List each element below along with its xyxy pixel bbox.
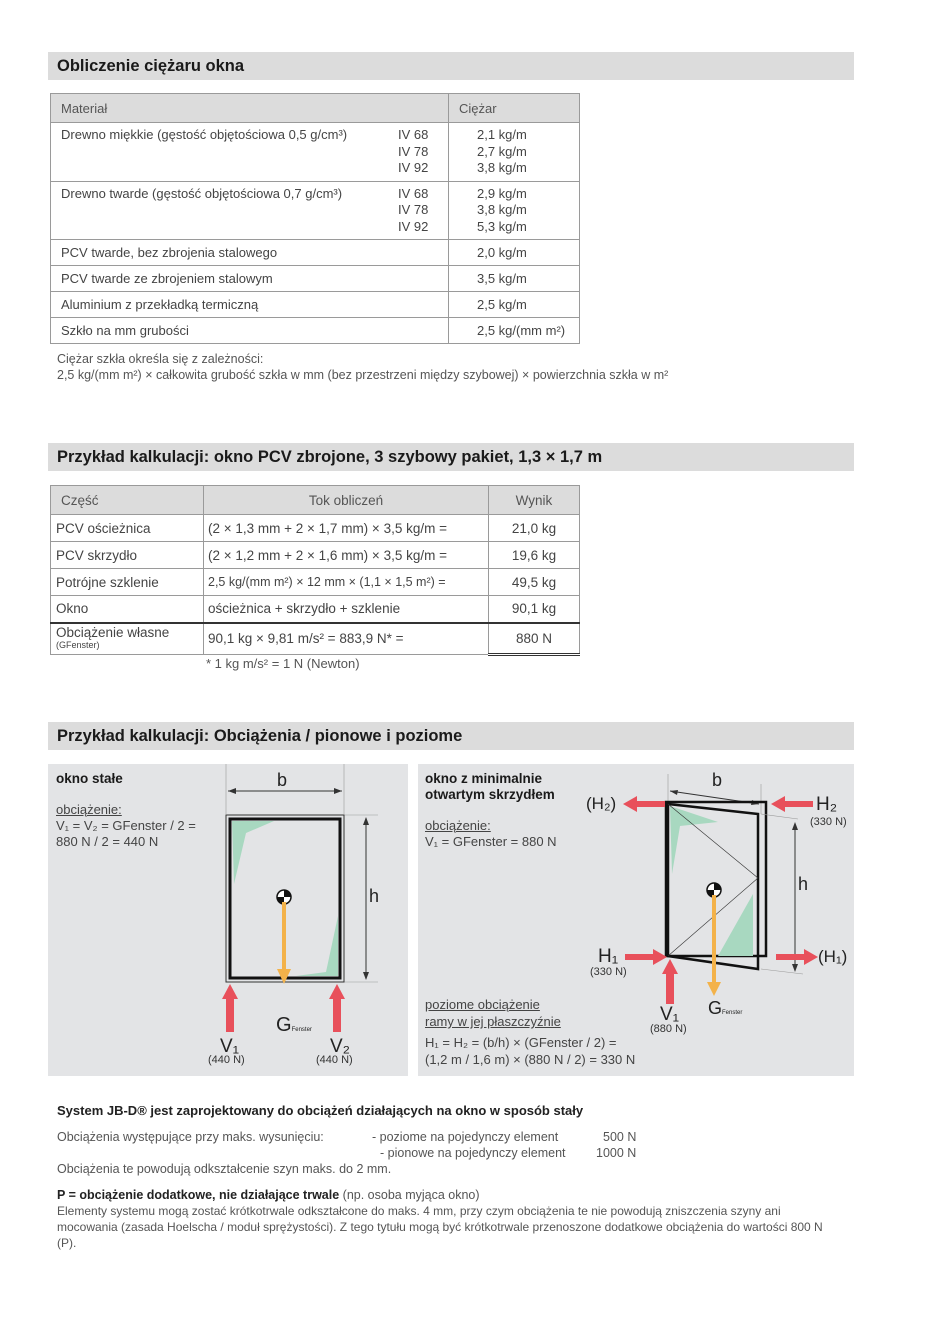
p-load-paragraph: P = obciążenie dodatkowe, nie działające trwale (np. osoba myjąca okno) Elementy systemu mogą zostać krótkotrwale odkształcone do maks. 4 mm, przy czym obciążenia te nie powodują zniszczenia szyny ani mocowania (zasada Hoelscha / moduł sprężystości). Z tego tytułu mogą być krótkotrwale przenoszone dodatkowe obciążenia do wartości 800 N (P). (57, 1188, 823, 1250)
section-header (48, 52, 854, 80)
calculation-table: Część Tok obliczeń Wynik PCV ościeżnica (2 × 1,3 mm + 2 × 1,7 mm) × 3,5 kg/m = 21,0 kg PCV skrzydło (2 × 1,2 mm + 2 × 1,6 mm) × 3,5 kg/m = 19,6 kg Potrójne szklenie 2,5 kg/(mm m²) × 12 mm × (1,1 × 1,5 m²) = 49,5 kg Okno ościeżnica + skrzydło + szklenie 90,1 kg Obciążenie własne (GFenster) 90,1 kg × 9,81 m/s² = 883,9 N* = 880 N (50, 485, 580, 656)
header-material: Materiał (51, 94, 449, 123)
section-title: Obliczenie ciężaru okna (57, 57, 245, 75)
table-row: PCV ościeżnica (2 × 1,3 mm + 2 × 1,7 mm) × 3,5 kg/m = 21,0 kg (51, 515, 580, 542)
table-row: PCV twarde ze zbrojeniem stalowym 3,5 kg/m (51, 266, 580, 292)
open-window-panel: okno z minimalnie otwartym skrzydłem obciążenie: V₁ = GFenster = 880 N b h (H₂) H₂ (330 N) H₁ (330 N) (H₁) V₁ (880 N) GFenster poziome obciążenie ramy w jej płaszczyźnie H₁ = H₂ = (b/h) × (GFenster / 2) = (1,2 m / 1,6 m) × (880 N / 2) = 330 N (418, 764, 854, 1076)
section-header (48, 443, 854, 471)
table-row: PCV skrzydło (2 × 1,2 mm + 2 × 1,6 mm) × 3,5 kg/m = 19,6 kg (51, 542, 580, 569)
fixed-window-panel: okno stałe obciążenie: V₁ = V₂ = GFenster / 2 = 880 N / 2 = 440 N b h GFenster V₁ (440 N) V₂ (440 N) (48, 764, 408, 1076)
table-row: Szkło na mm grubości 2,5 kg/(mm m²) (51, 318, 580, 344)
table-row: PCV twarde, bez zbrojenia stalowego 2,0 kg/m (51, 240, 580, 266)
system-heading: System JB-D® jest zaprojektowany do obciążeń działających na okno w sposób stały (57, 1103, 584, 1118)
open-window-diagram (418, 764, 854, 1076)
glass-weight-note: Ciężar szkła określa się z zależności: 2,5 kg/(mm m²) × całkowita grubość szkła w mm (bez przestrzeni między szybowej) × powierzchnia szkła w m² (57, 352, 669, 382)
section-title: Przykład kalkulacji: Obciążenia / pionowe i poziome (57, 727, 463, 745)
material-weight-table (50, 93, 580, 344)
table-row: Potrójne szklenie 2,5 kg/(mm m²) × 12 mm × (1,1 × 1,5 m²) = 49,5 kg (51, 569, 580, 596)
footnote: * 1 kg m/s² = 1 N (Newton) (206, 656, 360, 671)
table-row: Obciążenie własne (GFenster) 90,1 kg × 9,81 m/s² = 883,9 N* = 880 N (51, 623, 580, 655)
table-row: Drewno miękkie (gęstość objętościowa 0,5 g/cm³) IV 68 IV 78 IV 92 2,1 kg/m 2,7 kg/m 3,8 kg/m (51, 123, 580, 182)
section-header (48, 722, 854, 750)
header-weight: Ciężar (449, 94, 580, 123)
section-title: Przykład kalkulacji: okno PCV zbrojone, 3 szybowy pakiet, 1,3 × 1,7 m (57, 448, 603, 466)
table-row: Aluminium z przekładką termiczną 2,5 kg/m (51, 292, 580, 318)
table-row: Okno ościeżnica + skrzydło + szklenie 90,1 kg (51, 596, 580, 623)
fixed-window-diagram (48, 764, 408, 1076)
table-row: Drewno twarde (gęstość objętościowa 0,7 g/cm³) IV 68 IV 78 IV 92 2,9 kg/m 3,8 kg/m 5,3 kg/m (51, 181, 580, 240)
